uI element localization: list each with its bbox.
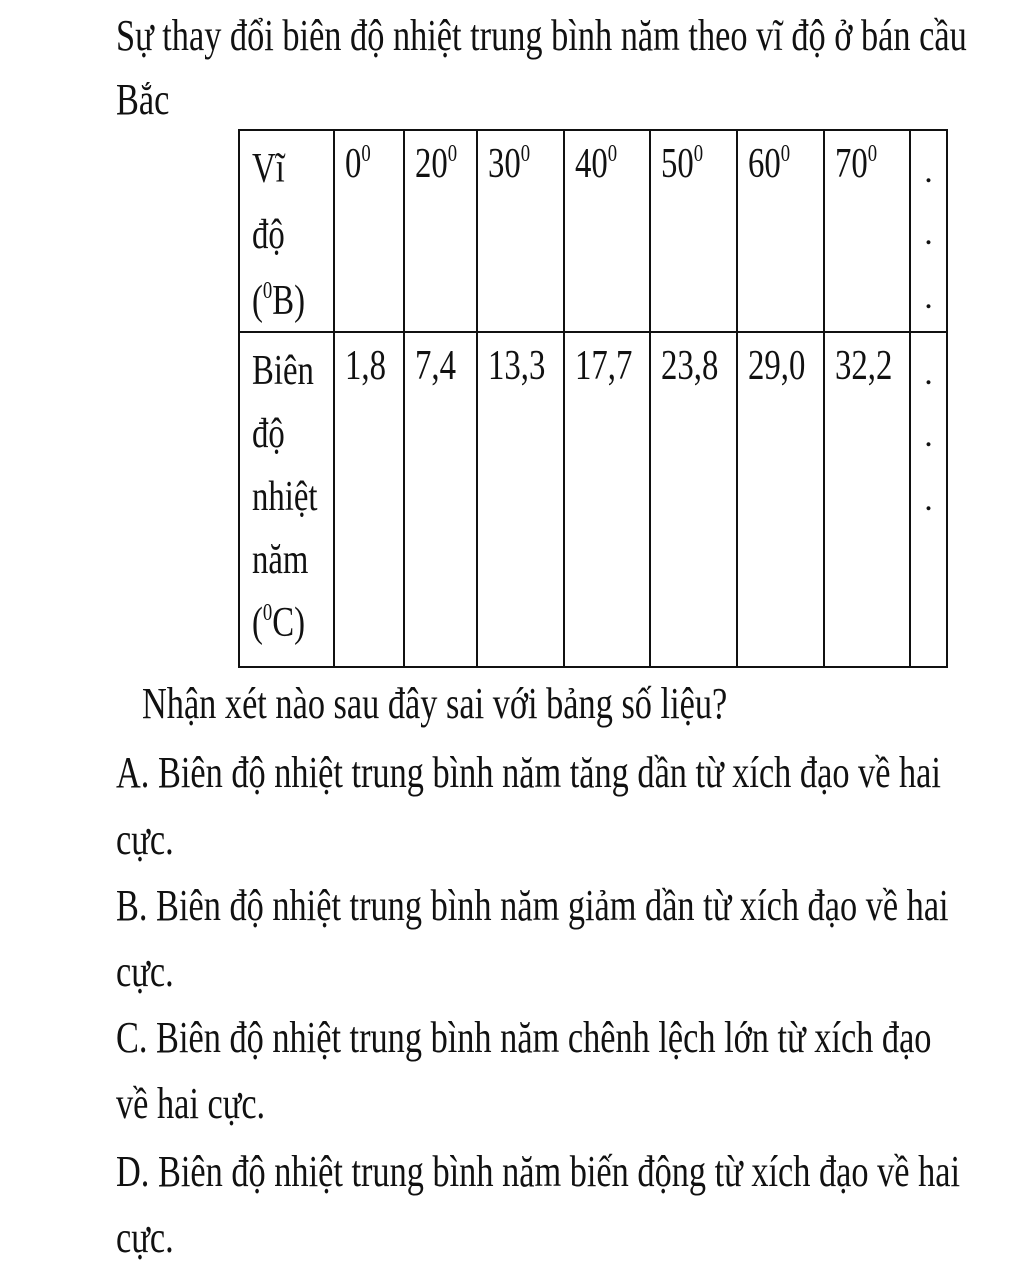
amplitude-cell: 23,8 xyxy=(650,332,737,667)
option-d-line-1: D. Biên độ nhiệt trung bình năm biến động từ xích đạo về hai xyxy=(116,1147,961,1196)
latitude-cell: $0^0$ xyxy=(334,130,404,332)
option-a-line-2: cực. xyxy=(116,815,174,864)
option-a-line-1: A. Biên độ nhiệt trung bình năm tăng dần từ xích đạo về hai xyxy=(116,748,941,797)
latitude-cell: $20^0$ xyxy=(404,130,477,332)
option-c-line-2: về hai cực. xyxy=(116,1079,266,1128)
option-b-line-1: B. Biên độ nhiệt trung bình năm giảm dần từ xích đạo về hai xyxy=(116,881,949,930)
latitude-cell: $60^0$ xyxy=(737,130,824,332)
ellipsis-cell: . . . xyxy=(910,332,947,667)
amplitude-cell: 17,7 xyxy=(564,332,650,667)
title-line-2: Bắc xyxy=(116,75,170,124)
row-label-cell xyxy=(239,332,334,667)
amplitude-cell: 29,0 xyxy=(737,332,824,667)
data-table xyxy=(238,129,948,668)
header-label-cell xyxy=(239,130,334,332)
title-line-1: Sự thay đổi biên độ nhiệt trung bình năm theo vĩ độ ở bán cầu xyxy=(116,11,967,60)
amplitude-cell: 13,3 xyxy=(477,332,564,667)
amplitude-cell: 1,8 xyxy=(334,332,404,667)
header-label: Vĩ độ ($^0$B) xyxy=(252,146,306,324)
amplitude-cell: 7,4 xyxy=(404,332,477,667)
latitude-cell: $40^0$ xyxy=(564,130,650,332)
latitude-cell: $70^0$ xyxy=(824,130,910,332)
table-row-latitude xyxy=(239,130,947,332)
question-text: Nhận xét nào sau đây sai với bảng số liệu? xyxy=(142,679,728,728)
amplitude-cell: 32,2 xyxy=(824,332,910,667)
latitude-cell: $30^0$ xyxy=(477,130,564,332)
ellipsis-cell: . . . xyxy=(910,130,947,332)
table-row-amplitude xyxy=(239,332,947,667)
row-label: Biên độ nhiệt năm ($^0$C) xyxy=(252,348,318,646)
option-c-line-1: C. Biên độ nhiệt trung bình năm chênh lệch lớn từ xích đạo xyxy=(116,1013,932,1062)
option-b-line-2: cực. xyxy=(116,947,174,996)
latitude-cell: $50^0$ xyxy=(650,130,737,332)
option-d-line-2: cực. xyxy=(116,1213,174,1262)
